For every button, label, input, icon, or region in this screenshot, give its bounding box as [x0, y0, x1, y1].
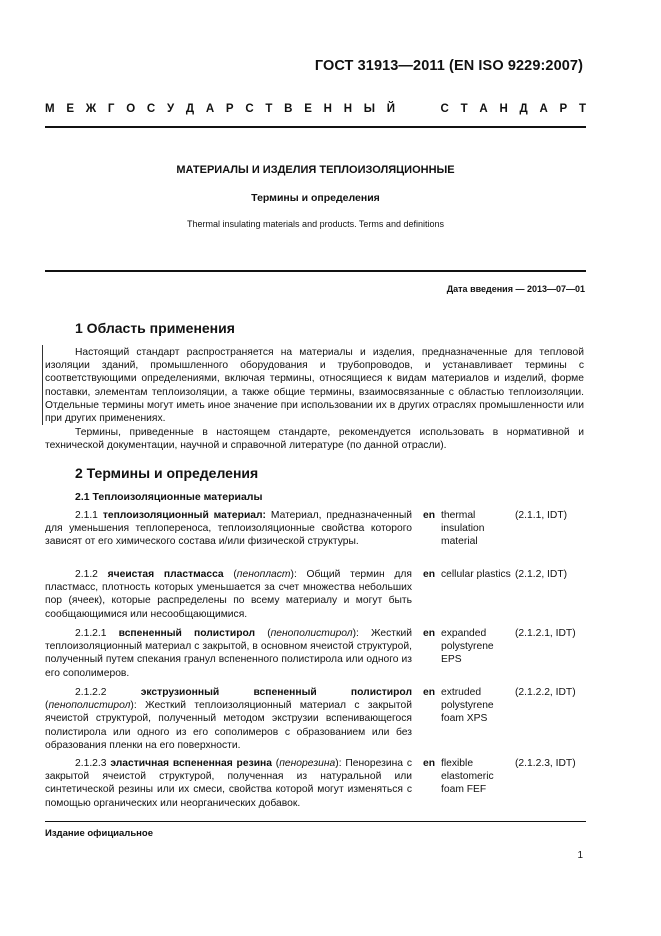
banner-letter: М [45, 103, 55, 115]
document-code: ГОСТ 31913—2011 (EN ISO 9229:2007) [314, 58, 583, 74]
section-2-heading: 2 Термины и определения [75, 465, 259, 481]
introduction-date: Дата введения — 2013—07—01 [446, 284, 585, 294]
title-rule [45, 270, 586, 272]
term-definition: 2.1.2.2 экструзионный вспененный полистирол (пенополистирол): Жесткий теплоизоляционный материал с закрытой ячеистой структурой, полученный методом экструзии вспенивающегося полистирола или одного из его сополимеров с образованием или без образования пленки на его поверхности. [45, 687, 412, 751]
term-number: 2.1.1 [75, 510, 98, 521]
banner-letter: Й [386, 103, 396, 115]
term-synonym: пенополистирол [48, 700, 131, 712]
banner-letter: Н [343, 103, 353, 115]
term-english-equivalent: cellular plastics [441, 569, 511, 580]
banner-letter: С [245, 103, 254, 115]
banner-letter: С [146, 103, 156, 115]
banner-letter: А [205, 103, 215, 115]
term-language-code: en [423, 569, 436, 580]
term-name: экструзионный вспененный полистирол [140, 687, 412, 698]
term-definition: 2.1.2.3 эластичная вспененная резина (пенорезина): Пенорезина с закрытой ячеистой структурой, полученная из натуральной или синтетической резины или их смеси, свойства которой могут изменяться с помощью органических или неорганических добавок. [45, 758, 412, 809]
banner-letter: Т [265, 103, 273, 115]
page-number: 1 [577, 850, 583, 861]
banner-letter: В [284, 103, 293, 115]
term-definition-text: Материал, предназначенный для уменьшения теплопереноса, теплоизоляционные свойства которого зависят от его химического состава и/или физической структуры. [45, 510, 413, 548]
term-english-equivalent: thermal insulation material [441, 510, 485, 548]
term-language-code: en [423, 687, 436, 698]
banner-letter: Д [519, 103, 528, 115]
term-english-equivalent: expanded polystyrene EPS [441, 628, 494, 666]
section-1-heading: 1 Область применения [75, 320, 235, 336]
term-definition [45, 509, 412, 549]
term-language-code: en [423, 758, 436, 769]
banner-letter: А [479, 103, 488, 115]
term-reference: (2.1.2.1, IDT) [515, 628, 576, 639]
term-english-equivalent: extruded polystyrene foam XPS [441, 687, 494, 725]
banner-letter: Д [185, 103, 195, 115]
term-definition: 2.1.2.1 вспененный полистирол (пенополистирол): Жесткий теплоизоляционный материал с закрытой, в основном ячеистой структурой, полученный путем спекания гранул вспененного полистирола или одного из его сополимеров. [45, 628, 412, 679]
term-definition-text: : Общий термин для пластмасс, плотность которых уменьшается за счет множества небольших пор (ячеек), которые распределены по всему материалу и могут быть сообщающимися или несообщающимися. [45, 569, 412, 620]
section-1-paragraph-2: Термины, приведенные в настоящем стандарте, рекомендуется использовать в нормативной и технической документации, научной и справочной литературе (по данной отрасли). [45, 427, 584, 452]
term-number: 2.1.2.3 [75, 758, 107, 769]
banner-letter: Е [66, 103, 75, 115]
term-number: 2.1.2.2 [75, 687, 107, 698]
banner-letter: У [166, 103, 175, 115]
term-reference: (2.1.2.2, IDT) [515, 687, 576, 698]
banner-letter: Ы [363, 103, 376, 115]
banner-letter: Е [304, 103, 312, 115]
term-name: ячеистая пластмасса [107, 569, 224, 580]
term-number: 2.1.2 [75, 569, 98, 580]
term-language-code: en [423, 510, 436, 521]
banner-letter: Ж [85, 103, 97, 115]
section-1-paragraph-1: Настоящий стандарт распространяется на материалы и изделия, предназначенные для тепловой изоляции зданий, промышленного оборудования и трубопроводов, и устанавливает термины с соответствующими определениями, включая термины, относящиеся к видам материалов и изделий, форме поставки, элементам теплоизоляции, а также общие термины, взаимосвязанные с областью теплоизоляции. Отдельные термины могут иметь иное значение при использовании их в других отраслях промышленности или при других применениях. [45, 347, 584, 425]
banner-letter: Н [323, 103, 332, 115]
header-rule [45, 126, 586, 128]
footer-rule [45, 821, 586, 822]
term-reference: (2.1.2, IDT) [515, 569, 568, 580]
banner-letter: Г [107, 103, 115, 115]
standard-type-banner [45, 103, 586, 115]
banner-letter: Т [578, 103, 586, 115]
term-language-code: en [423, 628, 436, 639]
term-reference: (2.1.2.3, IDT) [515, 758, 576, 769]
term-name: эластичная вспененная резина [110, 758, 272, 769]
term-english-equivalent: flexible elastomeric foam FEF [441, 758, 494, 796]
banner-letter: Н [499, 103, 508, 115]
change-marker [42, 345, 43, 425]
term-definition-text: : Жесткий теплоизоляционный материал с закрытой, в основном ячеистой структурой, полученный путем спекания гранул вспененного полистирола или одного из его сополимеров. [45, 628, 412, 679]
banner-letter: Р [559, 103, 568, 115]
term-number: 2.1.2.1 [75, 628, 107, 639]
term-definition: 2.1.2 ячеистая пластмасса (пенопласт): Общий термин для пластмасс, плотность которых уменьшается за счет множества небольших пор (ячеек), которые распределены по всему материалу и могут быть сообщающимися или несообщающимися. [45, 569, 412, 620]
banner-letter: Т [460, 103, 468, 115]
banner-letter: С [440, 103, 449, 115]
term-definition-text: : Пенорезина с закрытой ячеистой структурой, полученная из натуральной или синтетической резины или их смеси, свойства которой могут изменяться с помощью органических или неорганических добавок. [45, 758, 412, 809]
term-synonym: пенопласт [236, 569, 291, 580]
banner-letter: О [126, 103, 136, 115]
document-title-english: Thermal insulating materials and products. Terms and definitions [187, 219, 444, 229]
term-synonym: пенополистирол [270, 628, 353, 639]
subsection-2-1-heading: 2.1 Теплоизоляционные материалы [75, 491, 263, 503]
document-subtitle: Термины и определения [251, 192, 380, 204]
edition-label: Издание официальное [45, 828, 153, 839]
term-definition-text: ): Жесткий теплоизоляционный материал с закрытой ячеистой структурой, полученный методом экструзии вспенивающегося полистирола или одного из его сополимеров с образованием или без образования пленки на его поверхности. [45, 700, 412, 751]
banner-letter: Р [225, 103, 234, 115]
document-title: МАТЕРИАЛЫ И ИЗДЕЛИЯ ТЕПЛОИЗОЛЯЦИОННЫЕ [176, 164, 455, 176]
term-name: вспененный полистирол [118, 628, 256, 639]
term-reference: (2.1.1, IDT) [515, 510, 568, 521]
term-name: теплоизоляционный материал: [102, 510, 266, 521]
term-synonym: пенорезина [279, 758, 336, 769]
banner-letter: А [539, 103, 548, 115]
